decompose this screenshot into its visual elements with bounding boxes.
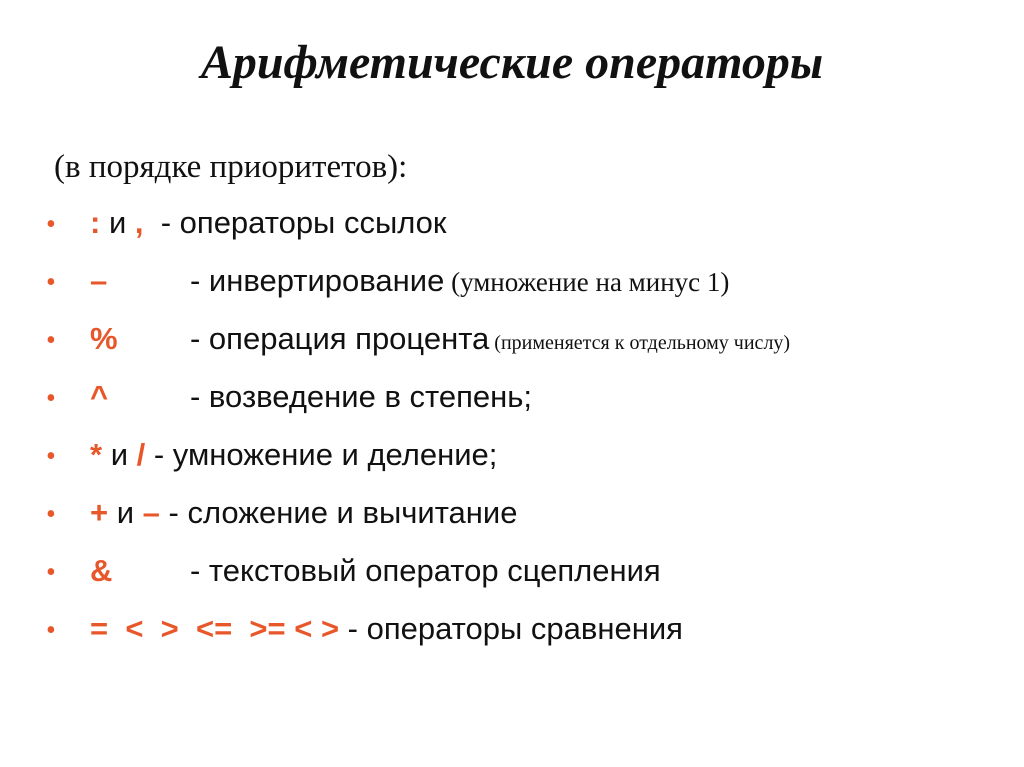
operator-description: - инвертирование (190, 263, 445, 298)
list-item-power (46, 372, 790, 430)
bullet-icon: • (46, 499, 56, 530)
operator-note: (применяется к отдельному числу) (489, 332, 791, 354)
bullet-icon: • (46, 383, 56, 414)
bullet-icon: • (46, 441, 56, 472)
operator-symbol: / (136, 437, 146, 472)
list-item-percent (46, 314, 790, 372)
operator-symbol: ^ (90, 379, 109, 414)
conjunction: и (100, 205, 135, 240)
list-item-add-subtract (46, 488, 790, 546)
operator-description: - сложение и вычитание (159, 495, 518, 530)
list-item-multiply-divide (46, 430, 790, 488)
list-item-concatenation (46, 546, 790, 604)
list-item-reference (46, 198, 790, 256)
operator-list (46, 198, 790, 662)
operator-symbol: % (90, 321, 118, 356)
operator-note: (умножение на минус 1) (444, 267, 730, 297)
operator-description: - умножение и деление; (145, 437, 498, 472)
operator-symbol: – (142, 495, 160, 530)
list-item-negation (46, 256, 790, 314)
operator-symbol: : (90, 205, 101, 240)
bullet-icon: • (46, 325, 56, 356)
bullet-icon: • (46, 267, 56, 298)
bullet-icon: • (46, 209, 56, 240)
operator-symbol: + (90, 495, 109, 530)
operator-symbol: – (90, 263, 108, 298)
list-item-comparison (46, 604, 790, 662)
operator-symbol: * (90, 437, 103, 472)
conjunction: и (102, 437, 137, 472)
operator-symbol: = < > <= >= < > (90, 611, 340, 646)
bullet-icon: • (46, 557, 56, 588)
slide-title: Арифметические операторы (200, 36, 824, 89)
operator-description: - операторы ссылок (143, 205, 447, 240)
operator-description: - операторы сравнения (339, 611, 683, 646)
intro-text: (в порядке приоритетов): (54, 149, 408, 185)
bullet-icon: • (46, 615, 56, 646)
operator-symbol: , (134, 205, 144, 240)
operator-symbol: & (90, 553, 113, 588)
operator-description: - возведение в степень; (190, 379, 533, 414)
operator-description: - операция процента (190, 321, 490, 356)
operator-description: - текстовый оператор сцепления (190, 553, 661, 588)
conjunction: и (108, 495, 143, 530)
